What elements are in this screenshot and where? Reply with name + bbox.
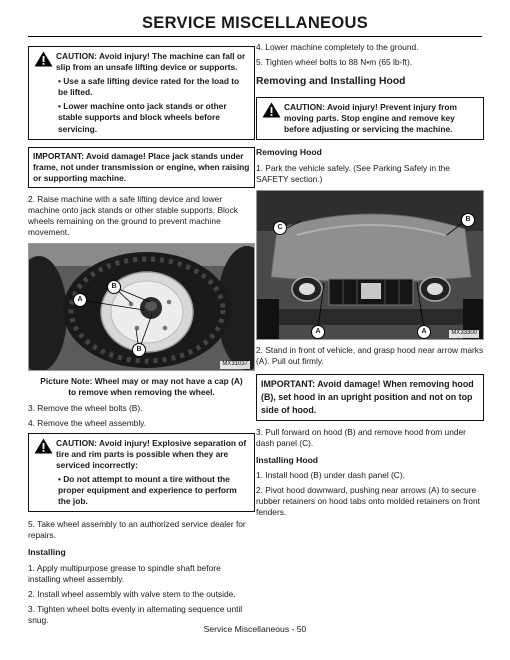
important-box-hood: IMPORTANT: Avoid damage! When removing hood (B), set hood in an upright position and not on top side of hood. <box>256 374 484 421</box>
caution-heading: CAUTION: Avoid injury! Prevent injury from moving parts. Stop engine and remove key before adjusting or servicing the machine. <box>284 101 457 135</box>
step-text: 2. Pivot hood downward, pushing near arrows (A) to secure rubber retainers on hood tabs onto molded retainers on front fenders. <box>256 485 480 518</box>
vehicle-front-illustration <box>257 191 484 340</box>
section-subheading: Removing Hood <box>256 147 322 158</box>
caution-bullet: • Lower machine onto jack stands or other stable supports and block wheels before servicing. <box>58 101 227 134</box>
step-text: 1. Install hood (B) under dash panel (C). <box>256 470 405 481</box>
hood-figure <box>256 190 484 340</box>
step-text: 3. Remove the wheel bolts (B). <box>28 402 143 413</box>
callout-a: A <box>417 325 431 339</box>
warning-triangle-icon <box>262 102 281 118</box>
important-box-jack-stands: IMPORTANT: Avoid damage! Place jack stands under frame, not under transmission or engine, when raising or supporting machine. <box>28 147 255 188</box>
callout-b: B <box>132 343 146 357</box>
callout-a: A <box>311 325 325 339</box>
step-text: 1. Park the vehicle safely. (See Parking Safely in the SAFETY section.) <box>256 162 450 184</box>
step-text: 2. Install wheel assembly with valve stem to the outside. <box>28 588 236 599</box>
left-column <box>28 42 255 630</box>
caution-bullet: • Do not attempt to mount a tire without the proper equipment and experience to perform the job. <box>58 473 237 507</box>
section-subheading: Installing <box>28 547 66 558</box>
caution-box-lifting <box>28 46 255 140</box>
step-text: 5. Tighten wheel bolts to 88 N•m (65 lb-ft). <box>256 57 413 68</box>
figure-id: MX31037 <box>222 361 248 368</box>
caution-box-tire <box>28 433 255 513</box>
right-column <box>256 42 484 523</box>
page-footer: Service Miscellaneous - 50 <box>203 624 307 634</box>
caution-bullet: • Use a safe lifting device rated for the load to be lifted. <box>58 76 240 98</box>
step-text: 4. Lower machine completely to the ground. <box>256 42 419 52</box>
section-heading: Removing and Installing Hood <box>256 76 406 88</box>
picture-note: Picture Note: Wheel may or may not have a cap (A) to remove when removing the wheel. <box>40 376 243 398</box>
callout-b: B <box>461 213 475 227</box>
step-text: 2. Raise machine with a safe lifting device and lower machine onto jack stands or other stable supports. Block wheels remaining on the ground to prevent machine movement. <box>28 193 238 238</box>
step-text: 2. Stand in front of vehicle, and grasp hood near arrow marks (A). Pull out firmly. <box>256 344 484 366</box>
figure-id: MX33300 <box>451 329 477 336</box>
caution-heading: CAUTION: Avoid injury! Explosive separation of tire and rim parts is possible when they are serviced incorrectly: <box>56 437 247 470</box>
warning-triangle-icon <box>34 438 53 454</box>
section-subheading: Installing Hood <box>256 454 319 465</box>
callout-c: C <box>273 221 287 235</box>
step-text: 1. Apply multipurpose grease to spindle shaft before installing wheel assembly. <box>28 562 221 584</box>
step-text: 5. Take wheel assembly to an authorized service dealer for repairs. <box>28 519 246 541</box>
callout-a: A <box>73 293 87 307</box>
callout-b: B <box>107 280 121 294</box>
title-divider <box>28 36 482 37</box>
caution-heading: CAUTION: Avoid injury! The machine can fall or slip from an unsafe lifting device or supports. <box>56 51 246 73</box>
caution-box-moving-parts <box>256 97 484 140</box>
warning-triangle-icon <box>34 51 53 67</box>
step-text: 3. Tighten wheel bolts evenly in alternating sequence until snug. <box>28 604 243 626</box>
step-text: 3. Pull forward on hood (B) and remove hood from under dash panel (C). <box>256 426 466 448</box>
wheel-figure <box>28 243 255 371</box>
step-text: 4. Remove the wheel assembly. <box>28 417 147 428</box>
page-title: SERVICE MISCELLANEOUS <box>141 14 369 32</box>
